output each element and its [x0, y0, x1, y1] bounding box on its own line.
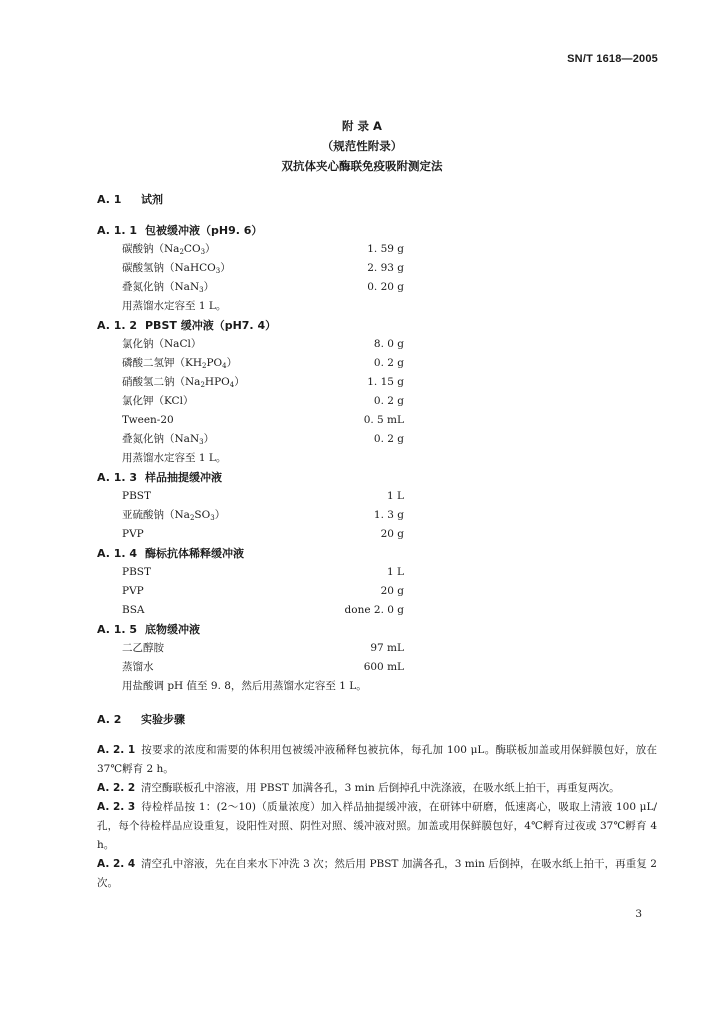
reagent-row — [97, 335, 657, 354]
reagent-amount: 0. 2 g — [373, 433, 404, 445]
subsection-title: 样品抽提缓冲液 — [145, 471, 222, 484]
reagent-amount: 0. 2 g — [373, 357, 404, 369]
subsection-a1-4-heading — [97, 544, 657, 563]
reagent-row — [97, 601, 657, 620]
reagent-amount: 1 L — [387, 490, 404, 502]
reagent-name: PBST — [122, 490, 151, 502]
section-a2-heading — [97, 710, 657, 729]
subsection-a1-2-heading — [97, 316, 657, 335]
reagent-row — [97, 525, 657, 544]
reagent-name: 氯化钠（NaCl） — [122, 338, 202, 350]
document-body — [97, 190, 657, 893]
standard-code: SN/T 1618—2005 — [567, 53, 658, 65]
subsection-number: A. 1. 1 — [97, 224, 138, 237]
reagent-name: 硝酸氢二钠$(Na_2HPO_4)$ — [122, 376, 245, 389]
reagent-name: 碳酸氢钠（NaHCO$_3$） — [122, 262, 231, 275]
appendix-type: （规范性附录） — [321, 139, 403, 153]
reagent-amount: done 2. 0 g — [344, 604, 404, 616]
procedure-paragraph — [97, 741, 657, 779]
reagent-name: BSA — [122, 604, 145, 616]
paragraph-text: 待检样品按 1：(2～10)（质量浓度）加入样品抽提缓冲液，在研钵中研磨，低速离心，吸取上清液 100 μL/孔，每个待检样品应设重复，设阳性对照、阴性对照、缓冲液对照。加盖或用保鲜膜包好，4℃孵育过夜或 37℃孵育 4 h。 — [97, 801, 657, 851]
paragraph-text: 清空酶联板孔中溶液，用 PBST 加满各孔，3 min 后倒掉孔中洗涤液，在吸水纸上拍干，再重复两次。 — [141, 782, 620, 794]
reagent-name: 碳酸钠$(Na_2CO_3)$ — [122, 243, 216, 256]
reagent-name: PBST — [122, 566, 151, 578]
subsection-title: 包被缓冲液（pH9. 6） — [145, 224, 263, 237]
section-number: A. 2 — [97, 713, 122, 726]
reagent-name: 磷酸二氢钾$(KH_2PO_4)$ — [122, 357, 238, 370]
reagent-name: 叠氮化钠（NaN$_3$） — [122, 433, 215, 446]
reagent-name: 二乙醇胺 — [122, 642, 164, 654]
reagent-name: PVP — [122, 585, 144, 597]
reagent-name: 蒸馏水 — [122, 661, 154, 673]
reagent-amount: 600 mL — [363, 661, 404, 673]
reagent-amount: 97 mL — [370, 642, 404, 654]
section-a1-heading — [97, 190, 657, 209]
reagent-name: PVP — [122, 528, 144, 540]
reagent-name: 叠氮化钠（NaN$_3$） — [122, 281, 215, 294]
reagent-amount: 1. 3 g — [373, 509, 404, 521]
section-title: 实验步骤 — [141, 713, 185, 726]
paragraph-text: 清空孔中溶液，先在自来水下冲洗 3 次；然后用 PBST 加满各孔，3 min 后倒掉，在吸水纸上拍干，再重复 2 次。 — [97, 858, 657, 889]
paragraph-number: A. 2. 2 — [97, 782, 136, 794]
section-number: A. 1 — [97, 193, 122, 206]
reagent-amount: 2. 93 g — [367, 262, 404, 274]
reagent-row — [97, 658, 657, 677]
paragraph-number: A. 2. 3 — [97, 801, 136, 813]
reagent-row — [97, 240, 657, 259]
reagent-row — [97, 259, 657, 278]
reagent-amount: 0. 2 g — [373, 395, 404, 407]
reagent-row — [97, 563, 657, 582]
subsection-number: A. 1. 2 — [97, 319, 138, 332]
reagent-row — [97, 392, 657, 411]
paragraph-text: 按要求的浓度和需要的体积用包被缓冲液稀释包被抗体，每孔加 100 μL。酶联板加盖或用保鲜膜包好，放在 37℃孵育 2 h。 — [97, 744, 657, 775]
reagent-name: 亚硫酸钠$(Na_2SO_3)$ — [122, 509, 226, 522]
reagent-row — [97, 278, 657, 297]
reagent-amount: 1 L — [387, 566, 404, 578]
reagent-row — [97, 506, 657, 525]
reagent-amount: 0. 5 mL — [363, 414, 404, 426]
reagent-name: 氯化钾（KCl） — [122, 395, 194, 407]
reagent-row — [97, 430, 657, 449]
reagent-row — [97, 411, 657, 430]
reagent-amount: 1. 59 g — [367, 243, 404, 255]
procedure-paragraph — [97, 779, 657, 798]
reagent-amount: 1. 15 g — [367, 376, 404, 388]
reagent-row — [97, 639, 657, 658]
paragraph-number: A. 2. 4 — [97, 858, 136, 870]
reagent-row — [97, 354, 657, 373]
subsection-a1-5-heading — [97, 620, 657, 639]
reagent-row — [97, 373, 657, 392]
reagent-row — [97, 487, 657, 506]
reagent-row — [97, 582, 657, 601]
reagent-amount: 20 g — [380, 585, 404, 597]
reagent-amount: 8. 0 g — [373, 338, 404, 350]
procedure-paragraph — [97, 798, 657, 855]
reagent-amount: 20 g — [380, 528, 404, 540]
reagent-name: Tween-20 — [122, 414, 174, 426]
preparation-note: 用蒸馏水定容至 1 L。 — [122, 300, 227, 312]
appendix-title-block — [0, 116, 724, 176]
paragraph-number: A. 2. 1 — [97, 744, 136, 756]
preparation-note: 用盐酸调 pH 值至 9. 8，然后用蒸馏水定容至 1 L。 — [122, 680, 367, 692]
subsection-number: A. 1. 5 — [97, 623, 138, 636]
subsection-title: 酶标抗体稀释缓冲液 — [145, 547, 244, 560]
page-number: 3 — [635, 908, 642, 920]
subsection-a1-3-heading — [97, 468, 657, 487]
preparation-note: 用蒸馏水定容至 1 L。 — [122, 452, 227, 464]
appendix-label: 附 录 A — [342, 119, 382, 133]
section-title: 试剂 — [141, 193, 163, 206]
reagent-amount: 0. 20 g — [367, 281, 404, 293]
subsection-a1-1-heading — [97, 221, 657, 240]
subsection-title: PBST 缓冲液（pH7. 4） — [145, 319, 277, 332]
subsection-number: A. 1. 4 — [97, 547, 138, 560]
procedure-paragraph — [97, 855, 657, 893]
subsection-number: A. 1. 3 — [97, 471, 138, 484]
appendix-name: 双抗体夹心酶联免疫吸附测定法 — [281, 159, 443, 173]
subsection-title: 底物缓冲液 — [145, 623, 200, 636]
